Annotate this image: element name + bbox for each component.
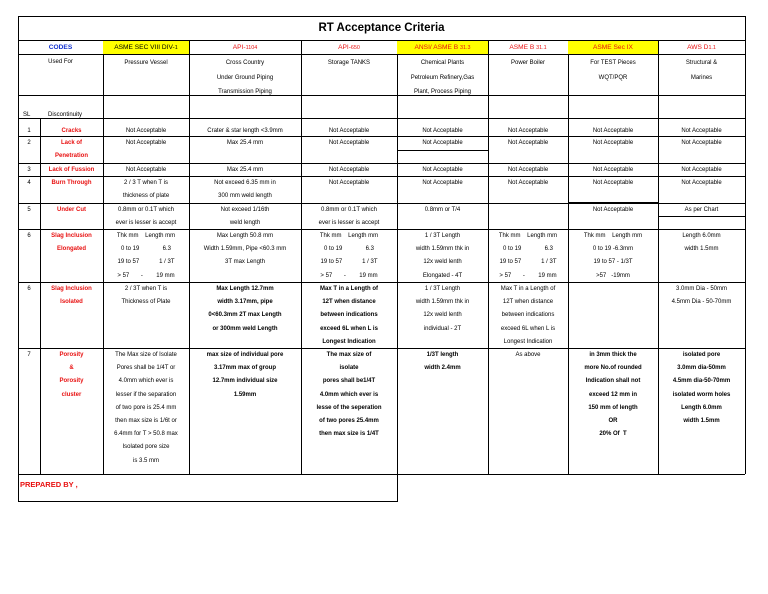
criteria-cell: [568, 349, 658, 474]
used-for-line: Marines: [690, 74, 713, 81]
criteria-text: pores shall be1/4T: [322, 378, 376, 385]
criteria-cell: [301, 204, 397, 229]
criteria-text: The Max size of Isolate: [115, 352, 177, 358]
criteria-text: Crater & star length <3.9mm: [207, 128, 283, 134]
code-header-2: [189, 41, 301, 54]
criteria-cell: [397, 349, 488, 474]
criteria-cell: [568, 204, 658, 229]
discontinuity-header: Discontinuity: [48, 112, 83, 118]
used-for-line: For TEST Pieces: [590, 60, 636, 66]
criteria-text: 19 to 57 1 / 3T: [499, 259, 557, 266]
criteria-text: exceed 6L when L is: [320, 325, 378, 332]
criteria-text: or 300mm weld Length: [212, 325, 278, 332]
criteria-text: in 3mm thick the: [589, 352, 637, 358]
criteria-cell: [397, 283, 488, 348]
criteria-cell: [103, 177, 189, 203]
criteria-text: max size of individual pore: [206, 352, 284, 358]
criteria-cell: [488, 125, 568, 136]
criteria-cell: [301, 230, 397, 282]
code-suffix: 31.3: [459, 44, 471, 51]
criteria-text: 20% Of T: [599, 431, 627, 438]
discontinuity-text: Under Cut: [57, 207, 86, 213]
criteria-text: Width 1.59mm, Pipe <60.3 mm: [203, 246, 287, 253]
criteria-cell: [488, 230, 568, 282]
criteria-text: 1 / 3T Length: [424, 286, 461, 292]
criteria-cell: [103, 125, 189, 136]
criteria-text: isolate: [339, 365, 359, 372]
criteria-cell: [103, 283, 189, 348]
criteria-cell: [189, 137, 301, 163]
code-header-3: [301, 41, 397, 54]
criteria-text: >57 -19mm: [596, 272, 630, 279]
criteria-text: Not exceed 1/16th: [220, 207, 270, 213]
criteria-cell: [488, 283, 568, 348]
discontinuity-text: &: [69, 365, 74, 372]
criteria-text: Max T in a Length of: [500, 286, 556, 292]
criteria-text: Not Acceptable: [125, 128, 167, 134]
criteria-cell: [103, 204, 189, 229]
sheet-title: RT Acceptance Criteria: [318, 22, 445, 34]
code-suffix: 1.1: [708, 44, 716, 51]
criteria-cell: [658, 204, 745, 229]
code-suffix: 650: [350, 44, 360, 51]
criteria-text: 0.8mm or T/4: [424, 207, 461, 213]
criteria-text: Thk mm Length mm: [116, 233, 176, 239]
used-for-line: WQT/PQR: [598, 74, 628, 81]
criteria-text: thickness of plate: [122, 193, 170, 200]
sl-header: SL: [23, 112, 31, 118]
criteria-text: exceed 6L when L is: [500, 325, 556, 332]
criteria-text: 4.5mm Dia - 50-70mm: [671, 299, 732, 306]
criteria-text: is 3.5 mm: [132, 457, 159, 464]
criteria-text: 4.0mm which ever is: [319, 391, 379, 398]
criteria-text: 0 to 19 6.3: [323, 246, 375, 253]
criteria-text: Thk mm Length mm: [583, 233, 643, 239]
used-for-line: Power Boiler: [510, 60, 545, 66]
criteria-text: Not Acceptable: [328, 128, 370, 134]
criteria-cell: [658, 349, 745, 474]
discontinuity-text: Porosity: [59, 378, 84, 385]
criteria-text: As above: [515, 352, 541, 358]
criteria-text: 19 to 57 - 1/3T: [593, 259, 633, 266]
criteria-text: Thickness of Plate: [121, 299, 171, 306]
criteria-cell: [397, 137, 488, 163]
code-header-5: [488, 41, 568, 54]
prepared-bottom: [18, 501, 398, 502]
row-discontinuity: [40, 164, 103, 177]
criteria-text: > 57 - 19 mm: [499, 272, 557, 279]
criteria-text: exceed 12 mm in: [588, 391, 638, 398]
criteria-text: Not Acceptable: [592, 128, 634, 134]
criteria-text: Not Acceptable: [507, 180, 549, 186]
criteria-text: then max size is 1/6t or: [115, 418, 177, 425]
used-for-line: Cross Country: [225, 60, 265, 66]
criteria-cell: [103, 349, 189, 474]
criteria-cell: [301, 283, 397, 348]
criteria-text: Max Length 50.8 mm: [216, 233, 274, 239]
criteria-cell: [189, 230, 301, 282]
criteria-cell: [103, 230, 189, 282]
criteria-text: OR: [608, 418, 618, 425]
row-sl-number: [18, 137, 40, 150]
criteria-cell: [301, 137, 397, 163]
criteria-text: Not Acceptable: [681, 128, 722, 134]
criteria-text: Not Acceptable: [592, 207, 634, 213]
code-name: API-: [338, 44, 351, 51]
criteria-text: 12x weld lenth: [423, 259, 462, 266]
criteria-cell: [103, 137, 189, 163]
criteria-text: Length 6.0mm: [681, 404, 722, 411]
criteria-text: of two pore is 25.4 mm: [115, 404, 177, 411]
criteria-text: Max 25.4 mm: [226, 167, 264, 173]
codes-underline: [18, 54, 745, 55]
criteria-text: width 1.59mm thk in: [415, 299, 470, 306]
criteria-text: ever is lesser is accept: [318, 220, 380, 227]
criteria-cell: [189, 125, 301, 136]
criteria-text: 12.7mm individual size: [212, 378, 278, 385]
row-discontinuity: [40, 349, 103, 402]
used-for-line: Under Ground Piping: [216, 74, 274, 81]
outer-top: [18, 16, 745, 17]
criteria-text: Longest Indication: [503, 338, 553, 345]
criteria-cell: [658, 137, 745, 163]
criteria-text: As per Chart: [684, 207, 719, 213]
used-for-line: Storage TANKS: [327, 60, 371, 66]
criteria-text: 6.4mm for T > 50.8 max: [114, 431, 178, 438]
criteria-cell: [658, 125, 745, 136]
criteria-cell: [189, 164, 301, 176]
used-for-cell-1: [103, 56, 189, 71]
code-name: AWS D: [687, 44, 709, 51]
criteria-text: Not Acceptable: [681, 167, 722, 173]
criteria-text: 1.59mm: [233, 391, 257, 398]
row-discontinuity: [40, 137, 103, 163]
criteria-cell: [397, 164, 488, 176]
used-for-line: Structural &: [685, 60, 718, 66]
sl-text: 3: [27, 167, 31, 173]
codes-header-label: CODES: [48, 44, 73, 51]
row-sl-number: [18, 177, 40, 190]
criteria-text: individual - 2T: [423, 325, 462, 332]
criteria-text: isolated pore: [682, 352, 721, 358]
outer-right: [745, 16, 746, 474]
criteria-text: isolated worm holes: [672, 391, 731, 398]
criteria-cell: [568, 177, 658, 203]
criteria-cell: [103, 164, 189, 176]
used-for-cell-7: [658, 56, 745, 85]
used-for-cell-4: [397, 56, 488, 100]
criteria-text: weld length: [229, 220, 261, 227]
row-discontinuity: [40, 283, 103, 309]
row-discontinuity: [40, 230, 103, 256]
criteria-cell: [301, 349, 397, 474]
criteria-text: 12T when distance: [502, 299, 554, 306]
criteria-text: 19 to 57 1 / 3T: [117, 259, 175, 266]
criteria-text: 0 to 19 6.3: [502, 246, 554, 253]
criteria-text: between indications: [320, 312, 378, 319]
criteria-text: Not Acceptable: [422, 180, 463, 186]
prepared-top: [18, 474, 398, 475]
code-suffix: 31.1: [536, 44, 547, 51]
criteria-text: Not Acceptable: [422, 128, 463, 134]
criteria-text: 19 to 57 1 / 3T: [320, 259, 378, 266]
criteria-text: then max size is 1/4T: [319, 431, 379, 438]
used-for-line: Plant, Process Piping: [413, 89, 472, 95]
discontinuity-text: Slag Inclusion: [51, 233, 92, 239]
criteria-text: Not Acceptable: [507, 167, 549, 173]
row-sl-number: [18, 164, 40, 177]
used-for-line: Chemical Plants: [420, 60, 465, 66]
criteria-text: between indications: [501, 312, 555, 319]
code-name: API-: [232, 44, 246, 51]
criteria-cell: [658, 230, 745, 282]
criteria-text: lesser if the separation: [115, 391, 177, 398]
criteria-text: Pores shall be 1/4T or: [116, 365, 176, 372]
criteria-cell: [568, 230, 658, 282]
criteria-cell: [568, 283, 658, 348]
criteria-text: width 1.5mm: [684, 246, 719, 253]
discontinuity-text: Cracks: [61, 128, 82, 134]
row-discontinuity: [40, 177, 103, 190]
criteria-text: 3.17mm max of group: [213, 365, 276, 372]
criteria-cell: [568, 164, 658, 176]
outer-left: [18, 16, 19, 502]
criteria-text: 150 mm of length: [588, 404, 638, 411]
criteria-text: width 2.4mm: [424, 365, 461, 372]
sl-text: 2: [27, 140, 31, 146]
criteria-text: 1/3T length: [426, 352, 459, 358]
used-for-cell-5: [488, 56, 568, 71]
criteria-text: Longest Indication: [322, 338, 376, 345]
sl-text: 5: [27, 207, 31, 213]
sl-text: 4: [27, 180, 31, 186]
criteria-text: lesse of the seperation: [316, 404, 382, 411]
criteria-cell: [189, 204, 301, 229]
criteria-text: 0 to 19 -6.3mm: [592, 246, 634, 253]
criteria-cell: [189, 283, 301, 348]
code-suffix: 1: [174, 44, 178, 51]
discontinuity-underline: [18, 118, 745, 119]
criteria-text: 12T when distance: [322, 299, 376, 306]
sl-text: 6: [27, 286, 31, 292]
criteria-cell: [397, 204, 488, 229]
criteria-cell: [658, 164, 745, 176]
criteria-text: 0 to 19 6.3: [120, 246, 172, 253]
criteria-text: The max size of: [326, 352, 372, 358]
sl-text: 1: [27, 128, 31, 134]
criteria-text: 3T max Length: [225, 259, 265, 266]
criteria-text: Max Length 12.7mm: [216, 286, 274, 292]
used-for-cell-2: [189, 56, 301, 100]
criteria-text: Not Acceptable: [592, 140, 634, 146]
code-header-7: [658, 41, 745, 54]
criteria-text: 4.0mm which ever is: [118, 378, 174, 385]
criteria-text: 3.0mm dia-50mm: [677, 365, 726, 372]
discontinuity-text: Burn Through: [51, 180, 92, 186]
row-sl-number: [18, 204, 40, 217]
criteria-cell: [488, 349, 568, 474]
criteria-text: of two pores 25.4mm: [319, 418, 379, 425]
criteria-text: 300 mm weld length: [218, 193, 272, 200]
criteria-text: Not Acceptable: [507, 128, 549, 134]
criteria-text: Not Acceptable: [328, 180, 370, 186]
criteria-cell: [397, 230, 488, 282]
discontinuity-text: cluster: [61, 391, 82, 398]
criteria-cell: [488, 204, 568, 229]
criteria-cell: [189, 177, 301, 203]
used-for-line: Petroleum Refinery,Gas: [410, 74, 475, 81]
criteria-text: Not Acceptable: [592, 180, 634, 186]
used-for-cell-6: [568, 56, 658, 85]
criteria-text: Max T in a Length of: [320, 286, 378, 292]
criteria-text: 0.8mm or 0.1T which: [118, 207, 174, 213]
code-header-6: [568, 41, 658, 54]
discontinuity-text: Slag Inclusion: [51, 286, 92, 292]
prepared-right: [397, 474, 398, 502]
criteria-text: Thk mm Length mm: [498, 233, 558, 239]
criteria-text: ever is lesser is accept: [115, 220, 177, 227]
criteria-text: > 57 - 19 mm: [117, 272, 175, 279]
criteria-text: more No.of rounded: [584, 365, 642, 372]
code-header-4: [397, 41, 488, 54]
criteria-text: 12x weld lenth: [423, 312, 462, 319]
criteria-text: Not Acceptable: [592, 167, 634, 173]
row-sl-number: [18, 349, 40, 362]
criteria-text: Length 6.0mm: [682, 233, 721, 239]
criteria-cell: [488, 164, 568, 176]
sl-text: 6: [27, 233, 31, 239]
row-discontinuity: [40, 204, 103, 217]
used-for-label: [18, 56, 103, 69]
criteria-text: Not Acceptable: [125, 167, 167, 173]
criteria-text: > 57 - 19 mm: [320, 272, 378, 279]
criteria-cell: [658, 177, 745, 203]
criteria-text: 2 / 3T when T is: [124, 286, 168, 292]
criteria-text: Max 25.4 mm: [226, 140, 264, 146]
code-name: ASME Sec IX: [593, 44, 633, 51]
discontinuity-text: Lack of Fussion: [48, 167, 95, 173]
criteria-text: Indication shall not: [585, 378, 641, 385]
criteria-cell: [397, 177, 488, 203]
criteria-cell: [301, 164, 397, 176]
criteria-text: Not Acceptable: [422, 140, 463, 146]
criteria-cell: [568, 137, 658, 163]
sl-text: 7: [27, 352, 31, 358]
criteria-text: width 1.59mm thk in: [415, 246, 470, 253]
used-for-line: Pressure Vessel: [124, 60, 168, 66]
used-for-line: Transmission Piping: [218, 89, 272, 95]
criteria-cell: [658, 283, 745, 348]
criteria-text: 0.8mm or 0.1T which: [321, 207, 377, 213]
criteria-text: Not Acceptable: [328, 167, 370, 173]
criteria-cell: [568, 125, 658, 136]
used-for-cell-3: [301, 56, 397, 71]
criteria-text: 0<60.3mm 2T max Length: [208, 312, 282, 319]
criteria-cell: [189, 349, 301, 474]
criteria-text: 3.0mm Dia - 50mm: [675, 286, 727, 292]
row-sl-number: [18, 283, 40, 296]
discontinuity-text: Isolated: [60, 299, 83, 306]
criteria-text: Elongated - 4T: [422, 272, 463, 279]
criteria-text: Not Acceptable: [422, 167, 463, 173]
criteria-text: 2 / 3 T when T is: [124, 180, 168, 186]
criteria-text: Not exceed 6.35 mm in: [214, 180, 276, 186]
criteria-text: Not Acceptable: [125, 140, 167, 146]
discontinuity-text: Penetration: [54, 153, 88, 160]
criteria-text: width 3.17mm, pipe: [217, 299, 273, 306]
criteria-cell: [488, 177, 568, 203]
criteria-text: Not Acceptable: [507, 140, 549, 146]
criteria-cell: [301, 177, 397, 203]
criteria-text: 1 / 3T Length: [424, 233, 461, 239]
criteria-cell: [301, 125, 397, 136]
code-name: ASME SEC VIII DIV-: [114, 44, 175, 51]
criteria-text: Isolated pore size: [122, 444, 170, 451]
criteria-text: Not Acceptable: [681, 140, 722, 146]
criteria-text: 4.5mm dia-50-70mm: [672, 378, 731, 385]
discontinuity-text: Lack of: [60, 140, 82, 146]
code-suffix: 1104: [245, 44, 258, 51]
criteria-text: width 1.5mm: [683, 418, 720, 425]
criteria-text: Not Acceptable: [681, 180, 722, 186]
criteria-cell: [397, 125, 488, 136]
code-name: ANSI/ ASME B: [414, 44, 460, 51]
code-header-1: [103, 41, 189, 54]
criteria-text: Thk mm Length mm: [319, 233, 379, 239]
code-name: ASME B: [509, 44, 537, 51]
used-for-underline: [18, 95, 745, 96]
prepared-by-label: PREPARED BY ,: [20, 480, 78, 489]
criteria-text: Not Acceptable: [328, 140, 370, 146]
row-sl-number: [18, 230, 40, 243]
used-for-text: Used For: [48, 59, 73, 65]
discontinuity-text: Porosity: [59, 352, 84, 358]
discontinuity-text: Elongated: [56, 246, 86, 253]
criteria-cell: [488, 137, 568, 163]
